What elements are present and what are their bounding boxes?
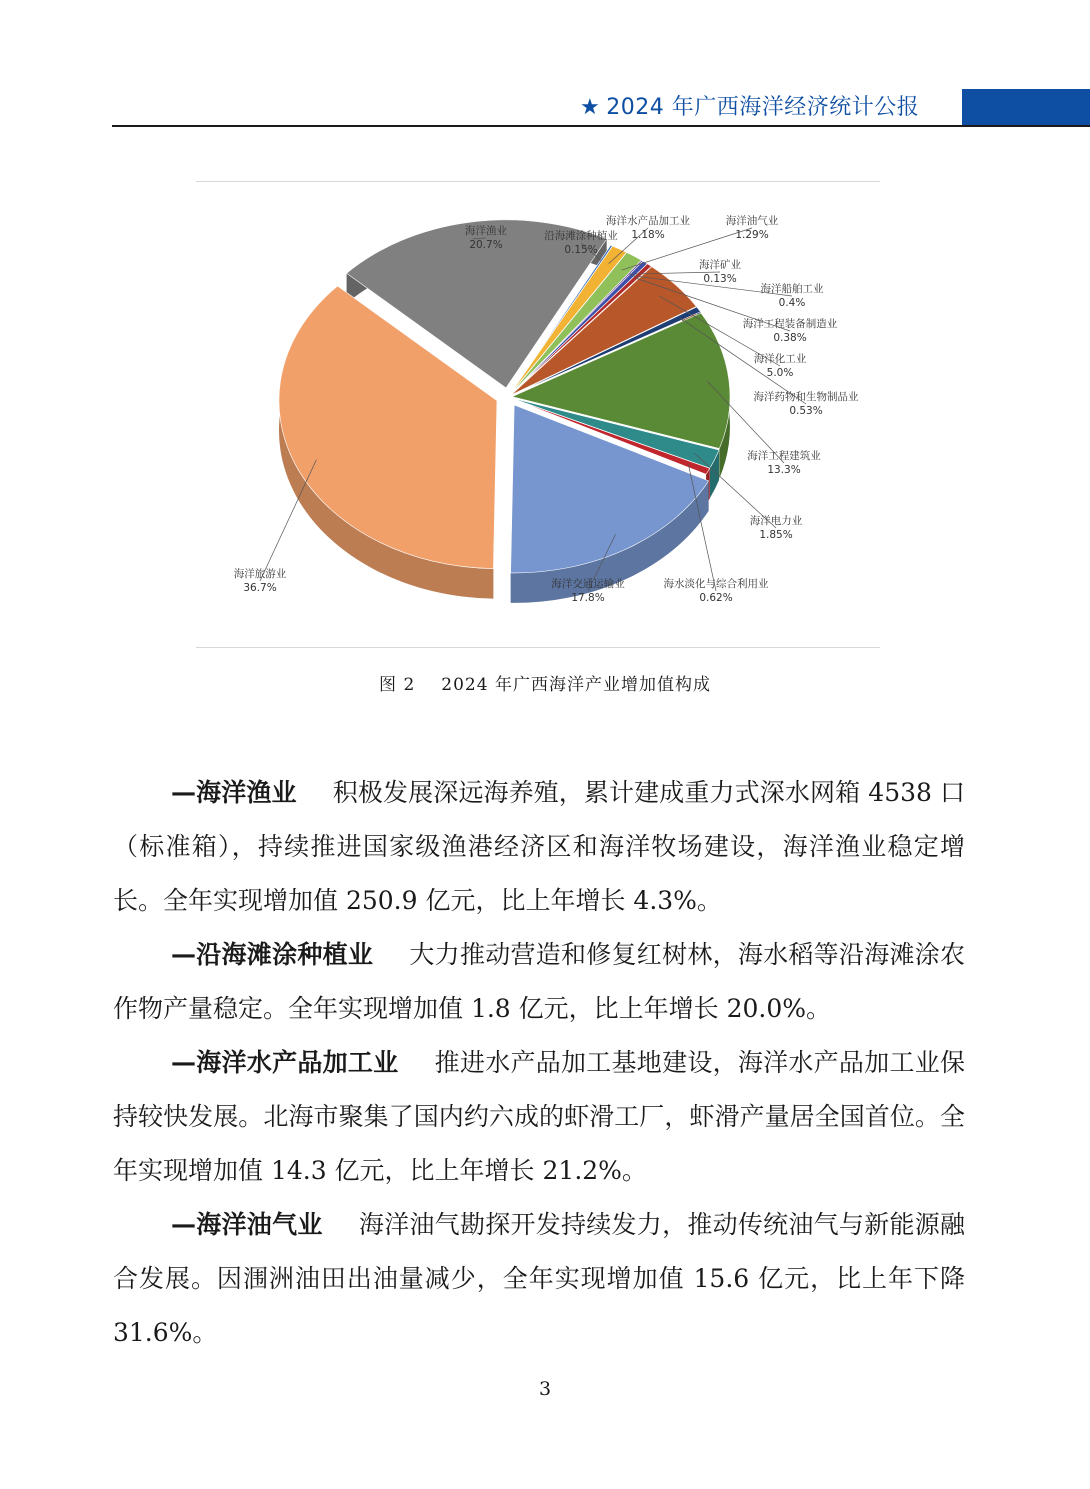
- slice-value-label: 0.13%: [703, 273, 737, 285]
- slice-value-label: 36.7%: [243, 582, 277, 594]
- paragraph-heading: —海洋油气业: [171, 1210, 323, 1239]
- slice-label: 海洋药物和生物制品业: [753, 391, 859, 403]
- slice-value-label: 0.15%: [564, 244, 598, 256]
- slice-label: 海洋工程装备制造业: [742, 318, 838, 330]
- header-divider: [112, 125, 1090, 127]
- slice-label: 海洋旅游业: [233, 568, 287, 580]
- pie-chart-svg: [196, 182, 880, 647]
- page-number: 3: [538, 1378, 552, 1400]
- slice-label: 海洋油气业: [725, 215, 779, 227]
- paragraph-aquatic-processing: [113, 1036, 965, 1198]
- slice-label: 海洋矿业: [699, 259, 741, 271]
- slice-label: 海洋工程建筑业: [747, 450, 821, 462]
- slice-label: 海洋交通运输业: [551, 578, 625, 590]
- paragraph-text: 海洋油气勘探开发持续发力，推动传统油气与新能源融合发展。因涠洲油田出油量减少，全年实现增加值 15.6 亿元，比上年下降 31.6%。: [113, 1210, 965, 1347]
- paragraph-text: 推进水产品加工基地建设，海洋水产品加工业保持较快发展。北海市聚集了国内约六成的虾滑工厂，虾滑产量居全国首位。全年实现增加值 14.3 亿元，比上年增长 21.2%。: [113, 1048, 965, 1185]
- paragraph-text: 积极发展深远海养殖，累计建成重力式深水网箱 4538 口（标准箱），持续推进国家级渔港经济区和海洋牧场建设，海洋渔业稳定增长。全年实现增加值 250.9 亿元，比上年增长 4.3%。: [113, 778, 965, 915]
- paragraph-heading: —海洋水产品加工业: [171, 1048, 399, 1077]
- figure-caption: [0, 670, 1090, 695]
- slice-value-label: 5.0%: [766, 367, 794, 379]
- paragraph-fishery: [113, 766, 965, 928]
- slice-label: 海洋化工业: [753, 353, 807, 365]
- paragraph-heading: —沿海滩涂种植业: [171, 940, 374, 969]
- slice-value-label: 20.7%: [469, 239, 503, 251]
- paragraph-text: 大力推动营造和修复红树林，海水稻等沿海滩涂农作物产量稳定。全年实现增加值 1.8 亿元，比上年增长 20.0%。: [113, 940, 965, 1023]
- slice-value-label: 0.4%: [778, 297, 806, 309]
- slice-value-label: 17.8%: [571, 592, 605, 604]
- slice-value-label: 1.85%: [759, 529, 793, 541]
- slice-value-label: 0.62%: [699, 592, 733, 604]
- caption-number: 图 2: [379, 675, 416, 695]
- slice-value-label: 0.38%: [773, 332, 807, 344]
- slice-value-label: 1.18%: [631, 229, 665, 241]
- star-icon: ★: [580, 95, 601, 120]
- slice-label: 海洋电力业: [749, 515, 803, 527]
- paragraph-oil-gas: [113, 1198, 965, 1360]
- slice-label: 海洋水产品加工业: [606, 215, 690, 227]
- slice-value-label: 0.53%: [789, 405, 823, 417]
- slice-value-label: 13.3%: [767, 464, 801, 476]
- header-title-text: 2024 年广西海洋经济统计公报: [606, 95, 920, 120]
- slice-label: 海洋船舶工业: [760, 283, 824, 295]
- page-header: [0, 0, 1090, 130]
- caption-title: 2024 年广西海洋产业增加值构成: [441, 675, 711, 695]
- header-title: [580, 90, 919, 121]
- figure-pie-chart: [196, 181, 880, 648]
- slice-label: 海水淡化与综合利用业: [663, 578, 769, 590]
- slice-label: 海洋渔业: [465, 225, 507, 237]
- header-accent-bar: [962, 89, 1090, 126]
- slice-value-label: 1.29%: [735, 229, 769, 241]
- slice-label: 沿海滩涂种植业: [544, 230, 618, 242]
- paragraph-heading: —海洋渔业: [171, 778, 297, 807]
- paragraph-tidal-planting: [113, 928, 965, 1036]
